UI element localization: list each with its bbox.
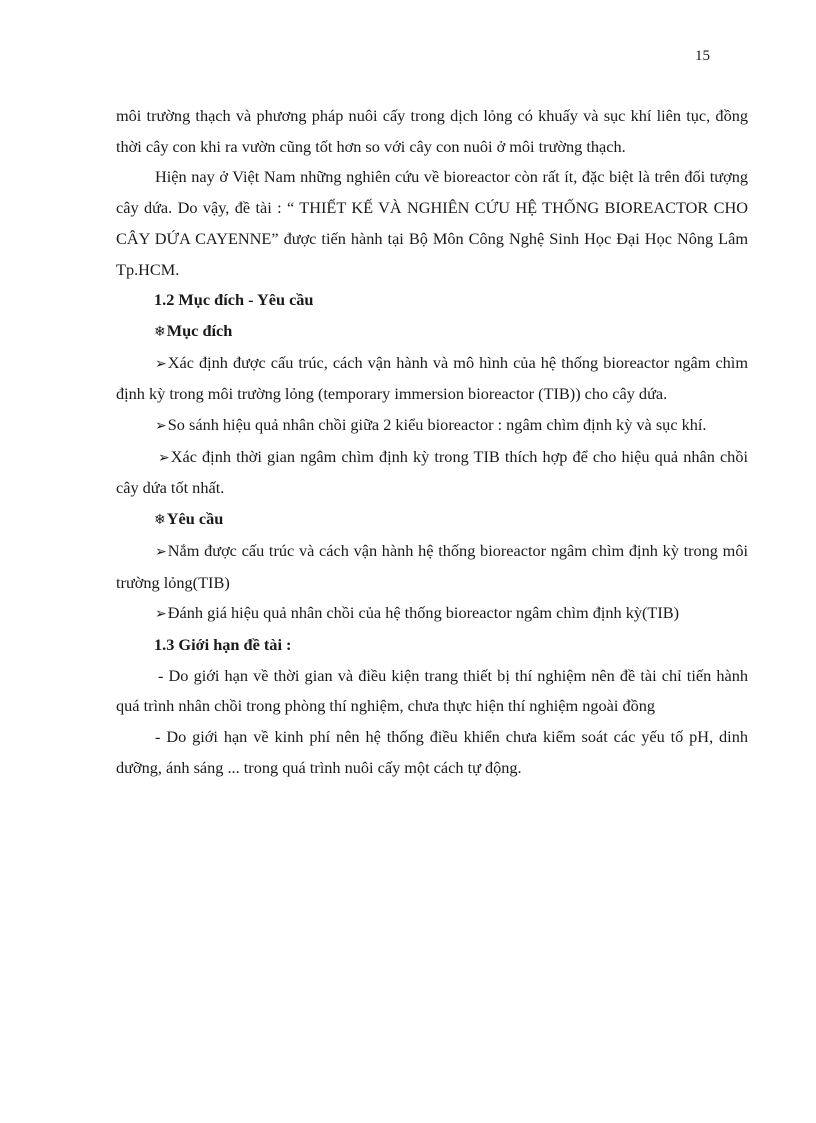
arrowhead-bullet-icon: ➢	[155, 606, 167, 623]
section-heading-1-2: 1.2 Mục đích - Yêu cầu	[154, 290, 314, 310]
arrowhead-bullet-icon: ➢	[155, 543, 167, 560]
subheading-muc-dich-label: Mục đích	[166, 320, 233, 340]
bullet-text: Nắm được cấu trúc và cách vận hành hệ thống bioreactor ngâm chìm định kỳ trong môi trường lỏng(TIB)	[116, 540, 748, 592]
bullet-text: Đánh giá hiệu quả nhân chồi của hệ thống bioreactor ngâm chìm định kỳ(TIB)	[167, 603, 680, 623]
bullet-item	[116, 348, 748, 410]
bullet-item	[116, 442, 748, 504]
snowflake-bullet-icon: ❄	[154, 512, 166, 529]
bullet-text: So sánh hiệu quả nhân chồi giữa 2 kiểu bioreactor : ngâm chìm định kỳ và sục khí.	[167, 415, 707, 435]
bullet-item	[116, 410, 748, 442]
document-body	[116, 101, 748, 783]
arrowhead-bullet-icon: ➢	[155, 418, 167, 435]
paragraph-intro-continuation: môi trường thạch và phương pháp nuôi cấy trong dịch lỏng có khuấy và sục khí liên tục, đồng thời cây con khi ra vườn cũng tốt hơn so với cây con nuôi ở môi trường thạch.	[116, 106, 748, 156]
page-number: 15	[695, 48, 710, 64]
snowflake-bullet-icon: ❄	[154, 323, 166, 340]
paragraph-limit-time: - Do giới hạn về thời gian và điều kiện trang thiết bị thí nghiệm nên đề tài chỉ tiến hành quá trình nhân chồi trong phòng thí nghiệm, chưa thực hiện thí nghiệm ngoài đồng	[116, 665, 748, 716]
bullet-item	[116, 536, 748, 598]
subheading-muc-dich	[116, 316, 748, 348]
arrowhead-bullet-icon: ➢	[155, 355, 167, 372]
subheading-yeu-cau	[116, 504, 748, 536]
arrowhead-bullet-icon: ➢	[158, 449, 170, 466]
bullet-text: Xác định thời gian ngâm chìm định kỳ trong TIB thích hợp để cho hiệu quả nhân chồi cây dứa tốt nhất.	[116, 446, 748, 498]
bullet-item	[116, 598, 748, 630]
section-heading-1-3: 1.3 Giới hạn đề tài :	[154, 634, 292, 654]
subheading-yeu-cau-label: Yêu cầu	[166, 509, 224, 529]
paragraph-bioreactor-vietnam: Hiện nay ở Việt Nam những nghiên cứu về bioreactor còn rất ít, đặc biệt là trên đối tượng cây dứa. Do vậy, đề tài : “ THIẾT KẾ VÀ NGHIÊN CỨU HỆ THỐNG BIOREACTOR CHO CÂY DỨA CAYENNE” được tiến hành tại Bộ Môn Công Nghệ Sinh Học Đại Học Nông Lâm Tp.HCM.	[116, 167, 748, 279]
bullet-text: Xác định được cấu trúc, cách vận hành và mô hình của hệ thống bioreactor ngâm chìm định kỳ trong môi trường lỏng (temporary immersion bioreactor (TIB)) cho cây dứa.	[116, 352, 748, 404]
paragraph-limit-budget: - Do giới hạn về kinh phí nên hệ thống điều khiển chưa kiểm soát các yếu tố pH, dinh dưỡng, ánh sáng ... trong quá trình nuôi cấy một cách tự động.	[116, 727, 748, 777]
